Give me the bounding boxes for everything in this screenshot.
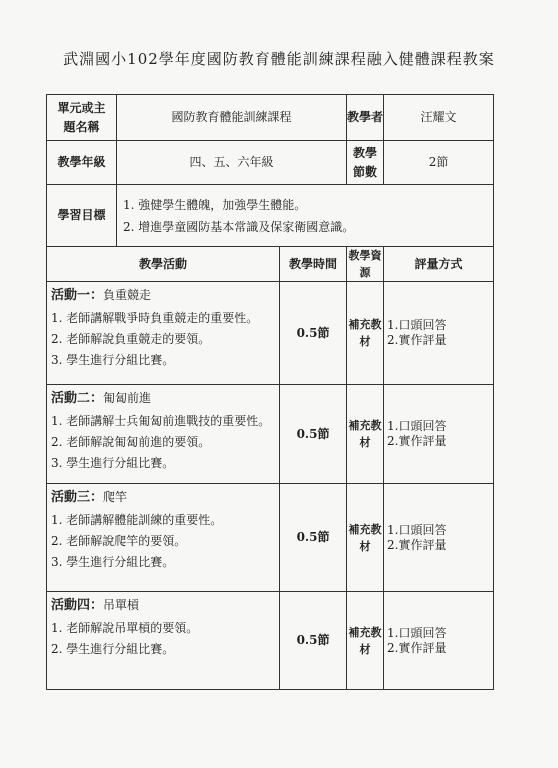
activity-name: 吊單槓 bbox=[103, 598, 140, 613]
activity-resource: 補充教材 bbox=[347, 385, 384, 484]
unit-row bbox=[47, 95, 494, 141]
activity-row bbox=[47, 484, 494, 592]
grade-label: 教學年級 bbox=[47, 141, 117, 185]
evaluation-item: 1.口頭回答 bbox=[387, 419, 447, 434]
activity-name: 爬竿 bbox=[103, 490, 128, 505]
time-column-header: 教學時間 bbox=[280, 247, 347, 282]
resource-column-header: 教學資源 bbox=[347, 247, 384, 282]
evaluation-item: 2.實作評量 bbox=[387, 333, 447, 348]
goal-item: 2. 增進學童國防基本常識及保家衛國意識。 bbox=[123, 219, 355, 234]
unit-label: 單元或主題名稱 bbox=[47, 95, 117, 141]
evaluation-column-header: 評量方式 bbox=[384, 247, 494, 282]
activity-column-header: 教學活動 bbox=[47, 247, 280, 282]
activity-evaluation bbox=[384, 592, 494, 690]
activity-row bbox=[47, 385, 494, 484]
activity-step: 1. 老師講解戰爭時負重競走的重要性。 bbox=[51, 311, 259, 326]
document-title: 武淵國小102學年度國防教育體能訓練課程融入健體課程教案 bbox=[63, 50, 495, 68]
evaluation-item: 2.實作評量 bbox=[387, 537, 447, 552]
activity-step: 1. 老師講解體能訓練的重要性。 bbox=[51, 513, 223, 528]
activity-step: 3. 學生進行分組比賽。 bbox=[51, 353, 175, 368]
goals-list bbox=[117, 185, 494, 247]
activity-step: 2. 老師解說匍匐前進的要領。 bbox=[51, 435, 211, 450]
activity-time: 0.5節 bbox=[280, 592, 347, 690]
activity-resource: 補充教材 bbox=[347, 592, 384, 690]
activity-step: 3. 學生進行分組比賽。 bbox=[51, 456, 175, 471]
activity-row bbox=[47, 592, 494, 690]
periods-label: 教學節數 bbox=[347, 141, 384, 185]
grade-row bbox=[47, 141, 494, 185]
evaluation-item: 1.口頭回答 bbox=[387, 318, 447, 333]
activity-step: 1. 老師解說吊單槓的要領。 bbox=[51, 621, 199, 636]
activity-heading: 活動三： bbox=[51, 490, 104, 506]
activity-name: 負重競走 bbox=[103, 288, 152, 303]
column-header-row bbox=[47, 247, 494, 282]
goal-item: 1. 強健學生體魄，加強學生體能。 bbox=[123, 197, 307, 212]
grade-value: 四、五、六年級 bbox=[117, 141, 347, 185]
activity-cell bbox=[47, 592, 280, 690]
activity-evaluation bbox=[384, 385, 494, 484]
goals-row bbox=[47, 185, 494, 247]
activity-row bbox=[47, 282, 494, 385]
activity-time: 0.5節 bbox=[280, 282, 347, 385]
activity-evaluation bbox=[384, 484, 494, 592]
lesson-plan-table bbox=[46, 94, 494, 690]
activity-cell bbox=[47, 282, 280, 385]
activity-step: 1. 老師講解士兵匍匐前進戰技的重要性。 bbox=[51, 414, 271, 429]
activity-resource: 補充教材 bbox=[347, 484, 384, 592]
evaluation-item: 1.口頭回答 bbox=[387, 522, 447, 537]
activity-resource: 補充教材 bbox=[347, 282, 384, 385]
teacher-value: 汪耀文 bbox=[384, 95, 494, 141]
activity-name: 匍匐前進 bbox=[103, 391, 152, 406]
activity-step: 3. 學生進行分組比賽。 bbox=[51, 555, 175, 570]
periods-value: 2節 bbox=[384, 141, 494, 185]
activity-evaluation bbox=[384, 282, 494, 385]
evaluation-item: 1.口頭回答 bbox=[387, 625, 447, 640]
activity-cell bbox=[47, 484, 280, 592]
activity-time: 0.5節 bbox=[280, 385, 347, 484]
activity-time: 0.5節 bbox=[280, 484, 347, 592]
activity-cell bbox=[47, 385, 280, 484]
activity-step: 2. 老師解說負重競走的要領。 bbox=[51, 332, 211, 347]
activity-heading: 活動四： bbox=[51, 598, 104, 614]
activity-step: 2. 學生進行分組比賽。 bbox=[51, 642, 175, 657]
teacher-label: 教學者 bbox=[347, 95, 384, 141]
evaluation-item: 2.實作評量 bbox=[387, 434, 447, 449]
activity-heading: 活動一： bbox=[51, 288, 104, 304]
activity-heading: 活動二： bbox=[51, 391, 104, 407]
unit-value: 國防教育體能訓練課程 bbox=[117, 95, 347, 141]
evaluation-item: 2.實作評量 bbox=[387, 640, 447, 655]
goals-label: 學習目標 bbox=[47, 185, 117, 247]
activity-step: 2. 老師解說爬竿的要領。 bbox=[51, 534, 187, 549]
